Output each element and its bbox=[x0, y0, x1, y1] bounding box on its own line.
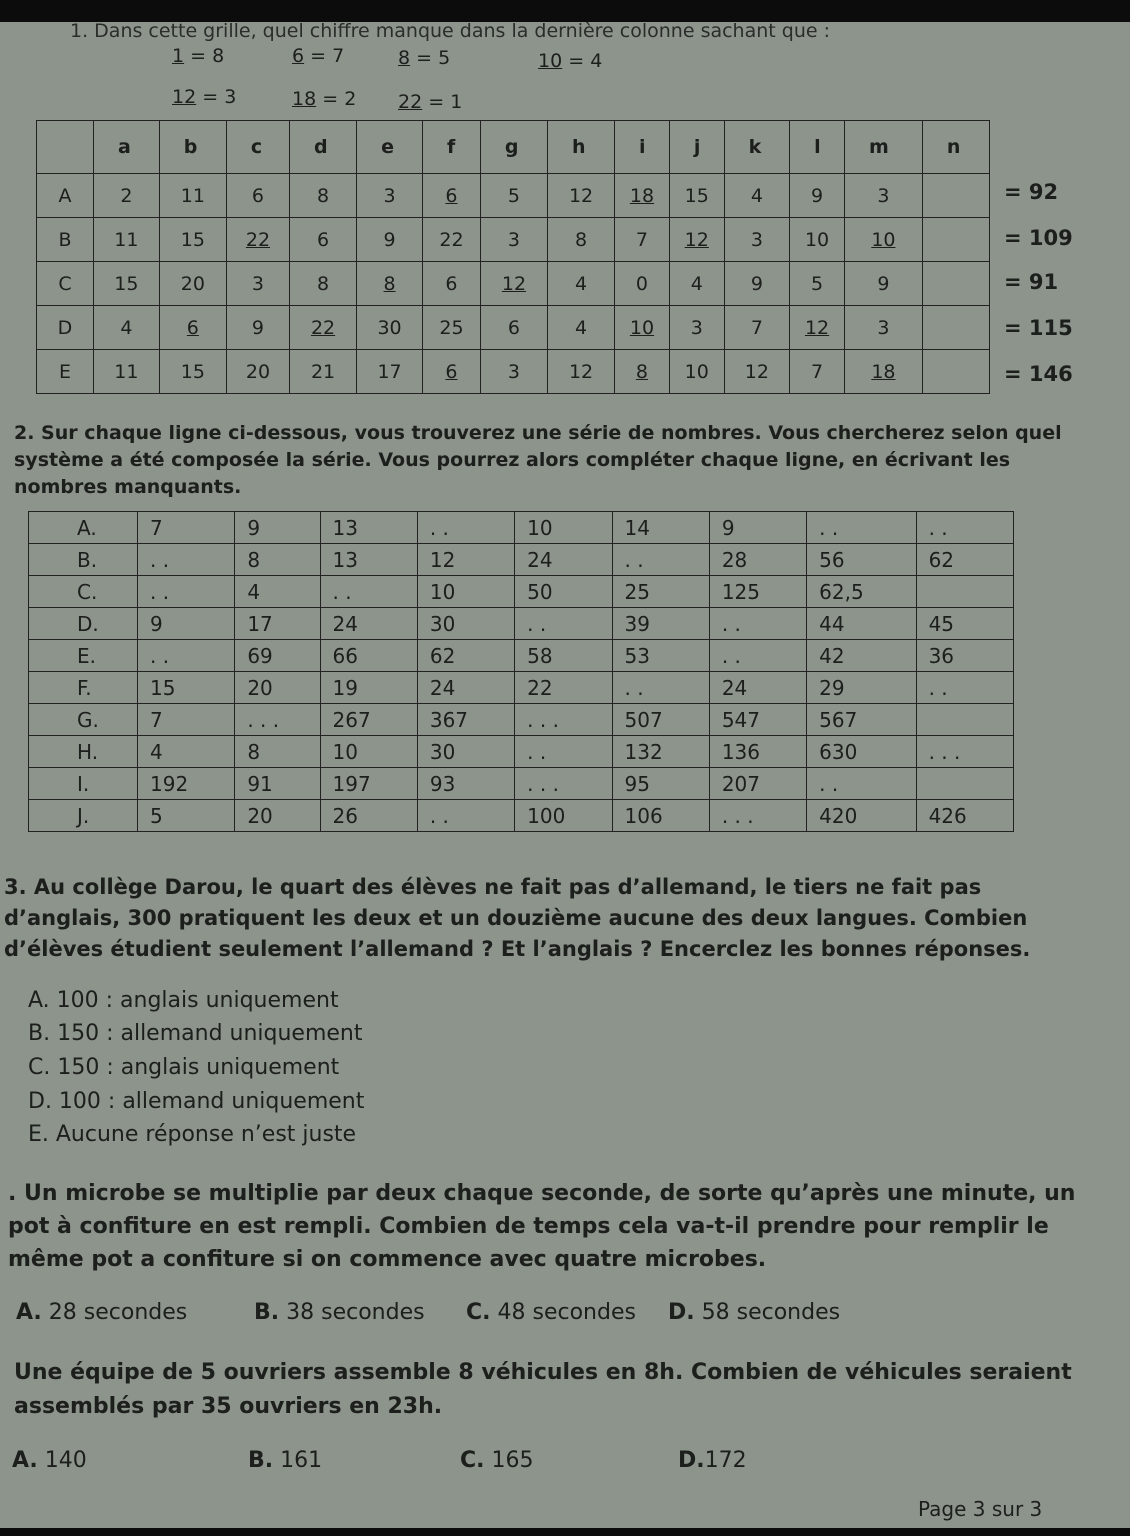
grid-cell: 3 bbox=[480, 218, 547, 262]
series-row bbox=[29, 800, 1014, 832]
series-cell: 4 bbox=[235, 576, 320, 608]
grid-cell: 6 bbox=[159, 306, 226, 350]
series-cell[interactable]: . . bbox=[916, 512, 1013, 544]
grid-cell: 9 bbox=[357, 218, 423, 262]
series-row bbox=[29, 640, 1014, 672]
grid-cell: 9 bbox=[226, 306, 289, 350]
grid-cell: 30 bbox=[357, 306, 423, 350]
series-cell: 53 bbox=[612, 640, 709, 672]
series-cell: 24 bbox=[709, 672, 806, 704]
grid-cell: 11 bbox=[159, 174, 226, 218]
series-cell: 12 bbox=[417, 544, 514, 576]
grid-cell[interactable] bbox=[922, 262, 989, 306]
series-row-label: F. bbox=[29, 672, 138, 704]
series-cell: 44 bbox=[807, 608, 916, 640]
row-sum: = 109 bbox=[1004, 226, 1073, 250]
grid-cell: 25 bbox=[423, 306, 481, 350]
q3-option-e[interactable]: E. Aucune réponse n’est juste bbox=[28, 1122, 357, 1147]
series-cell: 29 bbox=[807, 672, 916, 704]
series-cell[interactable]: . . . bbox=[515, 768, 612, 800]
series-cell: 13 bbox=[320, 512, 417, 544]
grid-row-label: B bbox=[37, 218, 94, 262]
grid-corner bbox=[37, 121, 94, 174]
series-cell: 207 bbox=[709, 768, 806, 800]
grid-cell: 15 bbox=[159, 218, 226, 262]
series-cell: 36 bbox=[916, 640, 1013, 672]
series-cell: 9 bbox=[709, 512, 806, 544]
series-cell[interactable]: . . bbox=[417, 800, 514, 832]
q3-text: 3. Au collège Darou, le quart des élèves ne fait pas d’allemand, le tiers ne fait pas d’anglais, 300 pratiquent les deux et un douzième aucune des deux langues. Combien d’élèves étudient seulement l’allemand ? Et l’anglais ? Encerclez les bonnes réponses. bbox=[4, 875, 1031, 961]
grid-cell: 9 bbox=[844, 262, 922, 306]
q4-text: . Un microbe se multiplie par deux chaque seconde, de sorte qu’après une minute, un pot à confiture en est rempli. Combien de temps cela va-t-il prendre pour remplir le même pot a confiture si on commence avec quatre microbes. bbox=[8, 1181, 1076, 1272]
series-cell[interactable]: . . bbox=[138, 576, 235, 608]
grid-column-header: l bbox=[790, 121, 845, 174]
number-grid bbox=[36, 120, 990, 394]
series-row-label: B. bbox=[29, 544, 138, 576]
grid-column-header: b bbox=[159, 121, 226, 174]
grid-cell: 3 bbox=[357, 174, 423, 218]
series-cell: 91 bbox=[235, 768, 320, 800]
series-cell: 66 bbox=[320, 640, 417, 672]
series-cell: 58 bbox=[515, 640, 612, 672]
grid-cell[interactable] bbox=[922, 218, 989, 262]
series-cell: 547 bbox=[709, 704, 806, 736]
grid-cell: 3 bbox=[480, 350, 547, 394]
series-cell: 630 bbox=[807, 736, 916, 768]
series-cell: 26 bbox=[320, 800, 417, 832]
grid-cell: 10 bbox=[615, 306, 670, 350]
series-row bbox=[29, 672, 1014, 704]
series-row bbox=[29, 512, 1014, 544]
series-cell: 45 bbox=[916, 608, 1013, 640]
grid-cell: 12 bbox=[480, 262, 547, 306]
grid-row bbox=[37, 174, 990, 218]
grid-cell: 6 bbox=[226, 174, 289, 218]
grid-cell: 7 bbox=[724, 306, 789, 350]
series-cell: 24 bbox=[320, 608, 417, 640]
series-row bbox=[29, 608, 1014, 640]
series-cell: 25 bbox=[612, 576, 709, 608]
q4-option-b[interactable]: B. 38 secondes bbox=[254, 1300, 425, 1325]
grid-cell: 20 bbox=[159, 262, 226, 306]
grid-cell: 8 bbox=[289, 262, 356, 306]
grid-cell: 15 bbox=[159, 350, 226, 394]
series-cell: 7 bbox=[138, 512, 235, 544]
q3-option-b[interactable]: B. 150 : allemand uniquement bbox=[28, 1021, 363, 1046]
grid-row-label: A bbox=[37, 174, 94, 218]
grid-cell: 0 bbox=[615, 262, 670, 306]
row-sum: = 91 bbox=[1004, 270, 1059, 294]
series-row-label: J. bbox=[29, 800, 138, 832]
rule-22: 22 = 1 bbox=[398, 91, 463, 113]
series-cell: 10 bbox=[515, 512, 612, 544]
series-row-label: A. bbox=[29, 512, 138, 544]
series-cell: 42 bbox=[807, 640, 916, 672]
grid-cell: 12 bbox=[548, 174, 615, 218]
grid-column-header: d bbox=[289, 121, 356, 174]
q4-option-a[interactable]: A. 28 secondes bbox=[16, 1300, 188, 1325]
grid-cell: 6 bbox=[480, 306, 547, 350]
series-cell: 24 bbox=[417, 672, 514, 704]
q3-option-c[interactable]: C. 150 : anglais uniquement bbox=[28, 1055, 340, 1080]
grid-cell: 6 bbox=[423, 350, 481, 394]
series-cell: 17 bbox=[235, 608, 320, 640]
grid-cell: 11 bbox=[94, 218, 160, 262]
series-cell: 9 bbox=[138, 608, 235, 640]
series-cell[interactable]: . . . bbox=[235, 704, 320, 736]
series-cell: 10 bbox=[320, 736, 417, 768]
series-cell: 14 bbox=[612, 512, 709, 544]
grid-column-header: j bbox=[669, 121, 724, 174]
q5-text: Une équipe de 5 ouvriers assemble 8 véhicules en 8h. Combien de véhicules seraient assemblés par 35 ouvriers en 23h. bbox=[14, 1360, 1072, 1419]
grid-cell: 4 bbox=[548, 306, 615, 350]
grid-row bbox=[37, 262, 990, 306]
grid-column-header: n bbox=[922, 121, 989, 174]
q5-option-a[interactable]: A. 140 bbox=[12, 1448, 87, 1473]
series-cell[interactable]: . . . bbox=[916, 736, 1013, 768]
series-row-label: H. bbox=[29, 736, 138, 768]
series-cell: 420 bbox=[807, 800, 916, 832]
series-row-label: G. bbox=[29, 704, 138, 736]
series-cell[interactable]: . . bbox=[807, 512, 916, 544]
grid-cell: 8 bbox=[615, 350, 670, 394]
grid-column-header: e bbox=[357, 121, 423, 174]
rule-10: 10 = 4 bbox=[538, 50, 603, 72]
series-cell: 39 bbox=[612, 608, 709, 640]
grid-cell: 8 bbox=[289, 174, 356, 218]
rule-6: 6 = 7 bbox=[292, 45, 345, 67]
q1-intro: 1. Dans cette grille, quel chiffre manque dans la dernière colonne sachant que : bbox=[70, 20, 831, 42]
series-cell: 30 bbox=[417, 736, 514, 768]
series-cell[interactable]: . . bbox=[320, 576, 417, 608]
series-row-label: E. bbox=[29, 640, 138, 672]
series-cell: 4 bbox=[138, 736, 235, 768]
series-cell: 136 bbox=[709, 736, 806, 768]
series-row bbox=[29, 544, 1014, 576]
q3-option-a[interactable]: A. 100 : anglais uniquement bbox=[28, 988, 339, 1013]
grid-cell: 12 bbox=[724, 350, 789, 394]
series-cell: 267 bbox=[320, 704, 417, 736]
grid-column-header: g bbox=[480, 121, 547, 174]
rule-18: 18 = 2 bbox=[292, 88, 357, 110]
q5-option-b[interactable]: B. 161 bbox=[248, 1448, 323, 1473]
series-cell: 567 bbox=[807, 704, 916, 736]
series-cell[interactable]: . . bbox=[612, 544, 709, 576]
q4-option-d[interactable]: D. 58 secondes bbox=[668, 1300, 841, 1325]
bottom-dark-band bbox=[0, 1528, 1130, 1536]
grid-row-label: E bbox=[37, 350, 94, 394]
row-sum: = 115 bbox=[1004, 316, 1073, 340]
grid-cell: 22 bbox=[289, 306, 356, 350]
series-cell: 28 bbox=[709, 544, 806, 576]
series-cell bbox=[916, 704, 1013, 736]
series-cell[interactable]: . . bbox=[709, 608, 806, 640]
series-row-label: D. bbox=[29, 608, 138, 640]
grid-column-header: k bbox=[724, 121, 789, 174]
grid-cell: 18 bbox=[615, 174, 670, 218]
series-cell: 20 bbox=[235, 800, 320, 832]
row-sum: = 146 bbox=[1004, 362, 1073, 386]
grid-row bbox=[37, 218, 990, 262]
series-row-label: C. bbox=[29, 576, 138, 608]
grid-cell: 21 bbox=[289, 350, 356, 394]
grid-column-header: f bbox=[423, 121, 481, 174]
series-cell bbox=[916, 576, 1013, 608]
series-cell: 192 bbox=[138, 768, 235, 800]
grid-cell: 12 bbox=[790, 306, 845, 350]
grid-row-label: C bbox=[37, 262, 94, 306]
grid-cell: 6 bbox=[289, 218, 356, 262]
series-cell: 93 bbox=[417, 768, 514, 800]
grid-cell: 6 bbox=[423, 174, 481, 218]
series-cell[interactable]: . . bbox=[916, 672, 1013, 704]
series-row bbox=[29, 768, 1014, 800]
grid-cell: 2 bbox=[94, 174, 160, 218]
q4-option-c[interactable]: C. 48 secondes bbox=[466, 1300, 636, 1325]
grid-cell: 5 bbox=[480, 174, 547, 218]
grid-cell: 6 bbox=[423, 262, 481, 306]
series-cell: 9 bbox=[235, 512, 320, 544]
series-cell[interactable]: . . bbox=[807, 768, 916, 800]
grid-column-header: h bbox=[548, 121, 615, 174]
series-cell: 426 bbox=[916, 800, 1013, 832]
grid-cell: 10 bbox=[669, 350, 724, 394]
grid-column-header: m bbox=[844, 121, 922, 174]
grid-cell: 10 bbox=[844, 218, 922, 262]
grid-cell: 10 bbox=[790, 218, 845, 262]
series-cell: 100 bbox=[515, 800, 612, 832]
series-cell[interactable]: . . bbox=[515, 608, 612, 640]
series-cell[interactable]: . . bbox=[138, 640, 235, 672]
grid-cell: 22 bbox=[423, 218, 481, 262]
grid-cell: 18 bbox=[844, 350, 922, 394]
grid-cell: 8 bbox=[548, 218, 615, 262]
series-cell: 62 bbox=[916, 544, 1013, 576]
grid-row-label: D bbox=[37, 306, 94, 350]
series-cell: 50 bbox=[515, 576, 612, 608]
grid-column-header: c bbox=[226, 121, 289, 174]
series-cell[interactable]: . . bbox=[612, 672, 709, 704]
grid-column-header: a bbox=[94, 121, 160, 174]
q5-option-d[interactable]: D.172 bbox=[678, 1448, 747, 1473]
series-table bbox=[28, 511, 1014, 832]
series-cell: 19 bbox=[320, 672, 417, 704]
series-cell[interactable]: . . . bbox=[515, 704, 612, 736]
grid-cell[interactable] bbox=[922, 306, 989, 350]
grid-cell: 3 bbox=[669, 306, 724, 350]
page-number: Page 3 sur 3 bbox=[918, 1497, 1043, 1521]
grid-column-header: i bbox=[615, 121, 670, 174]
grid-cell: 20 bbox=[226, 350, 289, 394]
row-sum: = 92 bbox=[1004, 180, 1059, 204]
q3-option-d[interactable]: D. 100 : allemand uniquement bbox=[28, 1089, 365, 1114]
series-row-label: I. bbox=[29, 768, 138, 800]
grid-cell: 9 bbox=[790, 174, 845, 218]
q2-text: 2. Sur chaque ligne ci-dessous, vous trouverez une série de nombres. Vous chercherez selon quel système a été composée la série. Vous pourrez alors compléter chaque ligne, en écrivant les nombres manquants. bbox=[14, 422, 1062, 498]
series-cell: 7 bbox=[138, 704, 235, 736]
series-cell: 125 bbox=[709, 576, 806, 608]
grid-cell: 17 bbox=[357, 350, 423, 394]
grid-cell: 4 bbox=[724, 174, 789, 218]
series-row bbox=[29, 576, 1014, 608]
grid-cell: 4 bbox=[548, 262, 615, 306]
q5-option-c[interactable]: C. 165 bbox=[460, 1448, 534, 1473]
series-cell: 69 bbox=[235, 640, 320, 672]
series-cell[interactable]: . . bbox=[138, 544, 235, 576]
series-cell: 132 bbox=[612, 736, 709, 768]
grid-cell: 22 bbox=[226, 218, 289, 262]
series-cell: 197 bbox=[320, 768, 417, 800]
series-cell[interactable]: . . . bbox=[709, 800, 806, 832]
series-cell: 367 bbox=[417, 704, 514, 736]
series-cell: 5 bbox=[138, 800, 235, 832]
series-cell[interactable]: . . bbox=[709, 640, 806, 672]
series-cell: 22 bbox=[515, 672, 612, 704]
series-cell: 15 bbox=[138, 672, 235, 704]
series-row bbox=[29, 704, 1014, 736]
grid-cell: 5 bbox=[790, 262, 845, 306]
grid-cell: 7 bbox=[790, 350, 845, 394]
series-cell[interactable]: . . bbox=[417, 512, 514, 544]
rule-1: 1 = 8 bbox=[172, 45, 225, 67]
grid-cell: 11 bbox=[94, 350, 160, 394]
series-cell bbox=[916, 768, 1013, 800]
grid-cell: 12 bbox=[548, 350, 615, 394]
grid-cell: 15 bbox=[94, 262, 160, 306]
grid-cell: 3 bbox=[724, 218, 789, 262]
top-dark-band bbox=[0, 0, 1130, 22]
series-cell: 20 bbox=[235, 672, 320, 704]
rule-8: 8 = 5 bbox=[398, 47, 451, 69]
series-cell: 62,5 bbox=[807, 576, 916, 608]
series-cell: 56 bbox=[807, 544, 916, 576]
grid-row bbox=[37, 306, 990, 350]
series-cell: 8 bbox=[235, 544, 320, 576]
series-cell: 24 bbox=[515, 544, 612, 576]
series-cell: 106 bbox=[612, 800, 709, 832]
grid-cell: 3 bbox=[844, 306, 922, 350]
series-cell[interactable]: . . bbox=[515, 736, 612, 768]
series-cell: 13 bbox=[320, 544, 417, 576]
series-cell: 95 bbox=[612, 768, 709, 800]
grid-cell: 4 bbox=[669, 262, 724, 306]
series-row bbox=[29, 736, 1014, 768]
grid-cell: 15 bbox=[669, 174, 724, 218]
series-cell: 8 bbox=[235, 736, 320, 768]
series-cell: 507 bbox=[612, 704, 709, 736]
grid-cell[interactable] bbox=[922, 350, 989, 394]
grid-cell: 9 bbox=[724, 262, 789, 306]
grid-cell: 12 bbox=[669, 218, 724, 262]
grid-cell: 3 bbox=[226, 262, 289, 306]
grid-cell: 7 bbox=[615, 218, 670, 262]
series-cell: 62 bbox=[417, 640, 514, 672]
grid-cell: 8 bbox=[357, 262, 423, 306]
series-cell: 30 bbox=[417, 608, 514, 640]
rule-12: 12 = 3 bbox=[172, 86, 237, 108]
grid-cell: 3 bbox=[844, 174, 922, 218]
grid-cell: 4 bbox=[94, 306, 160, 350]
grid-cell[interactable] bbox=[922, 174, 989, 218]
grid-row bbox=[37, 350, 990, 394]
series-cell: 10 bbox=[417, 576, 514, 608]
